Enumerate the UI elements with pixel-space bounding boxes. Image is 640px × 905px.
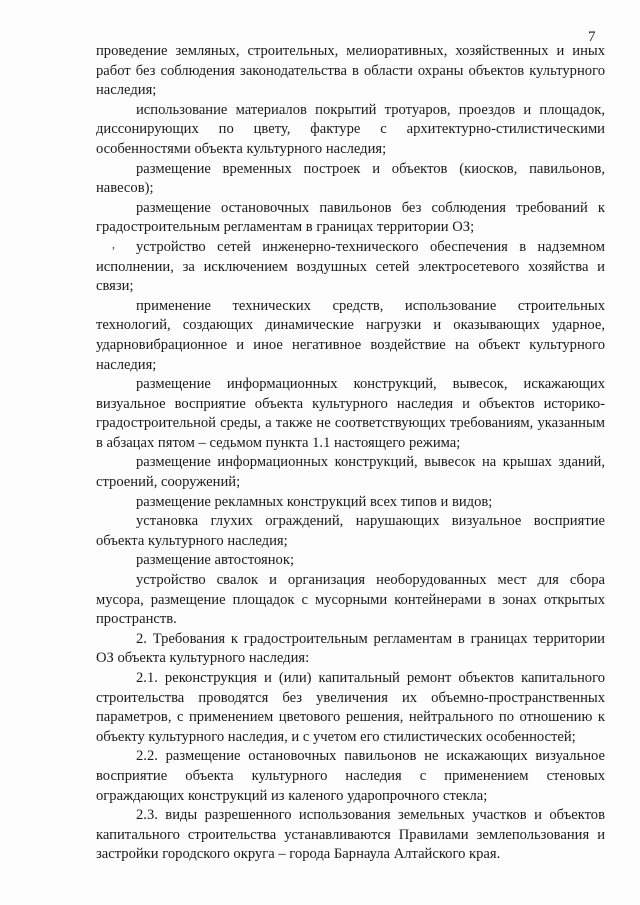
- document-body: [96, 42, 605, 865]
- paragraph-12: устройство свалок и организация необорудованных мест для сбора мусора, размещение площадок с мусорными контейнерами в зонах открытых пространств.: [96, 572, 605, 628]
- paragraph-2: использование материалов покрытий тротуаров, проездов и площадок, диссонирующих по цвету, фактуре с архитектурно-стилистическими особенностями объекта культурного наследия;: [96, 101, 605, 157]
- section-heading-2: 2. Требования к градостроительным регламентам в границах территории ОЗ объекта культурного наследия:: [96, 630, 605, 667]
- paragraph-5: устройство сетей инженерно-технического обеспечения в надземном исполнении, за исключением воздушных сетей электросетевого хозяйства и связи;: [96, 238, 605, 295]
- page-number: 7: [588, 29, 596, 45]
- clause-2-3: 2.3. виды разрешенного использования земельных участков и объектов капитального строительства устанавливаются Правилами землепользования и застройки городского округа – города Барнаула Алтайского края.: [96, 807, 605, 863]
- clause-2-1: 2.1. реконструкция и (или) капитальный ремонт объектов капитального строительства проводятся без увеличения их объемно-пространственных параметров, с применением цветового решения, нейтрального по отношению к объекту культурного наследия, и с учетом его стилистических особенностей;: [96, 670, 605, 745]
- paragraph-1: проведение земляных, строительных, мелиоративных, хозяйственных и иных работ без соблюдения законодательства в области охраны объектов культурного наследия;: [96, 43, 605, 99]
- paragraph-9: размещение рекламных конструкций всех типов и видов;: [136, 493, 493, 510]
- clause-2-2: 2.2. размещение остановочных павильонов не искажающих визуальное восприятие объекта культурного наследия с применением стеновых ограждающих конструкций из каленого ударопрочного стекла;: [96, 748, 605, 804]
- paragraph-4: размещение остановочных павильонов без соблюдения требований к градостроительным регламентам в границах территории ОЗ;: [96, 199, 605, 236]
- paragraph-3: размещение временных построек и объектов (киосков, павильонов, навесов);: [96, 160, 605, 197]
- paragraph-6: применение технических средств, использование строительных технологий, создающих динамические нагрузки и оказывающих ударное, ударновибрационное и иное негативное воздействие на объект культурного наследия;: [96, 297, 605, 373]
- paragraph-8: размещение информационных конструкций, вывесок на крышах зданий, строений, сооружений;: [96, 454, 605, 491]
- stray-mark: ,: [112, 237, 115, 251]
- paragraph-10: установка глухих ограждений, нарушающих визуальное восприятие объекта культурного наследия;: [96, 513, 605, 549]
- paragraph-11: размещение автостоянок;: [136, 552, 295, 569]
- paragraph-7: размещение информационных конструкций, вывесок, искажающих визуальное восприятие объекта культурного наследия и объектов историко-градостроительной среды, а также не соответствующих требованиям, указанным в абзацах пятом – седьмом пункта 1.1 настоящего режима;: [96, 376, 605, 451]
